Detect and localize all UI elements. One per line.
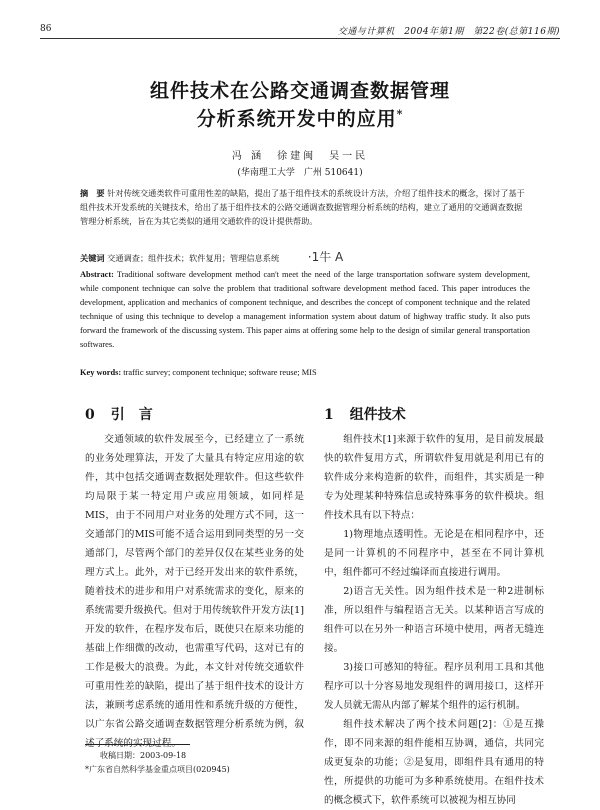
abstract-en (80, 268, 530, 352)
component-paragraph-5: 组件技术解决了两个技术问题[2]：①是互操作，即不同来源的组件能相互协调，通信，共同完成更复杂的功能；②是复用，即组件具有通用的特性，所提供的功能可为多种系统使用。在组件技术的概念模式下，软件系统可以被视为相互协同 (324, 719, 544, 806)
section-1-number: 1 (324, 407, 334, 423)
footnote-received: 收稿日期：2003-09-18 (100, 751, 187, 760)
title-footnote-mark: * (396, 107, 404, 121)
abstract-cn-text: 针对传统交通类软件可重用性差的缺陷，提出了基于组件技术的系统设计方法，介绍了组件技术的概念，探讨了基于组件技术开发系统的关键技术，给出了基于组件技术的公路交通调查数据管理分析系统的结构，建立了通用的交通调查数据管理分析系统，旨在为其它类似的通用交通软件的设计提供帮助。 (80, 188, 525, 226)
running-header (40, 22, 560, 39)
intro-paragraph: 交通领域的软件发展至今，已经建立了一系统的业务处理算法，开发了大量具有特定应用途的软件，其中包括交通调查数据处理软件。但这些软件均局限于某一特定用户或应用领域，如同样是MIS，由于不同用户对业务的处理方式不同，这一交通部门的MIS可能不适合运用到同类型的另一交通部门，尽管两个部门的差异仅仅在某些业务的处理方式上。此外，对于已经开发出来的软件系统，随着技术的进步和用户对系统需求的变化，原来的系统需要升级换代。但对于用传统软件开发方法[1]开发的软件，在程序发布后，既使只在原来功能的基础上作细微的改动，也需重写代码，这对已有的工作是极大的浪费。为此，本文针对传统交通软件可重用性差的缺陷，提出了基于组件技术的设计方法，兼顾考虑系统的通用性和系统升级的方便性，以广东省公路交通调查数据管理分析系统为例，叙述了系统的实现过程。 (85, 434, 304, 749)
page-number: 86 (40, 24, 52, 34)
footnote-rule (85, 744, 190, 745)
handwritten-annotation: ·1牛 A (307, 250, 344, 264)
component-paragraph-3: 2)语言无关性。因为组件技术是一种2进制标准，所以组件与编程语言无关。以某种语言写成的组件可以在另外一种语言环境中使用，两者无缝连接。 (324, 586, 544, 654)
section-0-heading (85, 404, 153, 424)
keywords-en-text: traffic survey; component technique; software reuse; MIS (123, 368, 317, 377)
component-paragraph-2: 1)物理地点透明性。无论是在相同程序中，还是同一计算机的不同程序中，甚至在不同计算机中，组件都可不经过编译而直接进行调用。 (324, 529, 544, 578)
abstract-en-text: Traditional software development method can't meet the need of the large transportation software system development, while component technique can solve the problem that traditional software development method faced. This paper introduces the development, application and mechanics of component technique, and describes the concept of component technique and the related technique of using this technique to develop a management information system about datum of highway traffic study. It also puts forward the framework of the discussing system. This paper aims at offering some help to the design of similar general transportation softwares. (80, 270, 530, 349)
abstract-en-label: Abstract: (80, 270, 114, 279)
keywords-cn (80, 250, 530, 265)
section-0-title: 引 言 (110, 407, 153, 423)
title-line-2-text: 分析系统开发中的应用 (196, 108, 397, 130)
keywords-cn-label: 关键词 (80, 253, 105, 263)
section-0-number: 0 (85, 407, 95, 423)
paper-title-line-1: 组件技术在公路交通调查数据管理 (149, 80, 450, 102)
paper-title-line-2 (0, 104, 600, 131)
abstract-cn-label: 摘 要 (80, 188, 105, 198)
right-column (324, 430, 544, 806)
affiliation: (华南理工大学 广州 510641) (237, 168, 363, 178)
component-paragraph-4: 3)接口可感知的特征。程序员利用工具和其他程序可以十分容易地发现组件的调用接口，这样开发人员就无需从内部了解某个组件的运行机制。 (324, 662, 544, 711)
keywords-cn-text: 交通调查；组件技术；软件复用；管理信息系统 (107, 253, 280, 263)
section-1-heading (324, 404, 406, 424)
component-paragraph-1: 组件技术[1]来源于软件的复用，是目前发展最快的软件复用方式，所谓软件复用就是利用已有的软件成分来构造新的软件，而组件，其实质是一种专为处理某种特殊信息或特殊事务的软件模块。组件技术具有以下特点： (324, 434, 544, 521)
keywords-en (80, 366, 530, 380)
footnote-funding: *广东省自然科学基金重点项目(020945) (85, 765, 230, 774)
journal-running-head: 交通与计算机 2004年第1期 第22卷(总第116期) (337, 27, 560, 37)
section-1-title: 组件技术 (349, 407, 406, 423)
authors: 冯 涵 徐建闽 吴一民 (231, 151, 369, 162)
abstract-cn (80, 186, 530, 228)
keywords-en-label: Key words: (80, 368, 122, 377)
left-column (85, 430, 304, 749)
